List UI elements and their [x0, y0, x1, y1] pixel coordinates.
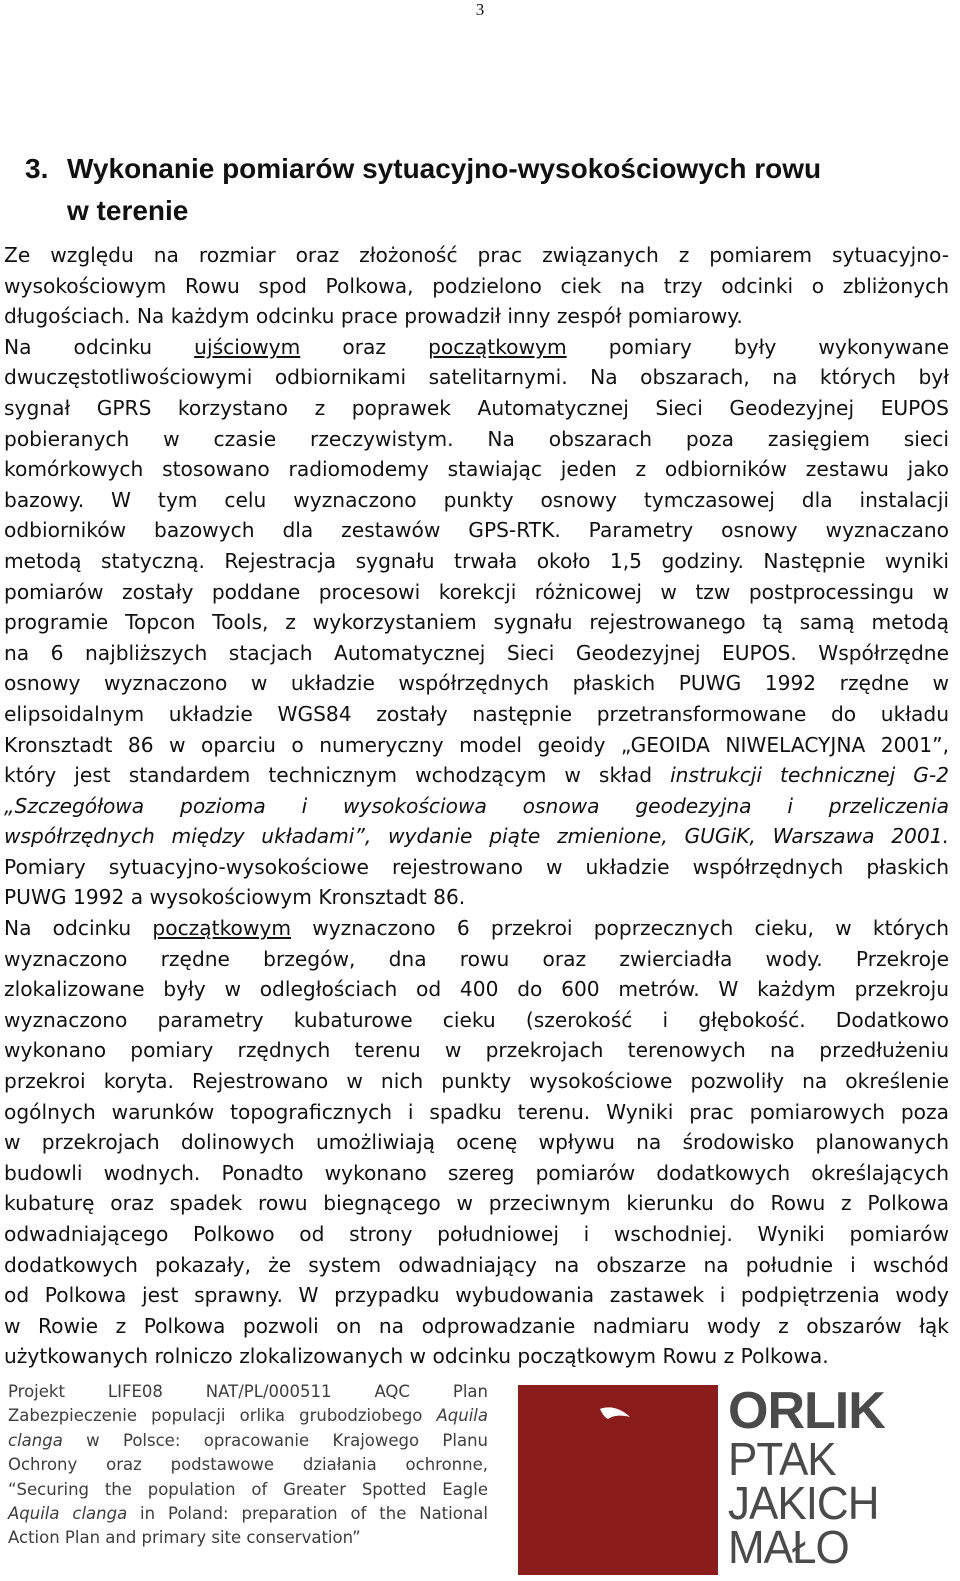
- page-number: 3: [475, 0, 485, 19]
- text-line: wyznaczono parametry kubaturowe cieku (szerokość i głębokość. Dodatkowo: [4, 1007, 949, 1032]
- section-heading: [25, 148, 945, 232]
- text-line: pobieranych w czasie rzeczywistym. Na obszarach poza zasięgiem sieci: [4, 426, 949, 451]
- footer-line: “Securing the population of Greater Spotted Eagle: [8, 1479, 488, 1499]
- body-text: [4, 240, 949, 1372]
- orlik-logo: [518, 1382, 950, 1575]
- underlined-term: ujściowym: [194, 334, 301, 359]
- text-line: komórkowych stosowano radiomodemy stawiając jeden z odbiorników zestawu jako: [4, 457, 949, 482]
- text-line: wyznaczono rzędne brzegów, dna rowu oraz zwierciadła wody. Przekroje: [4, 946, 949, 971]
- eagle-logo-icon: [518, 1385, 718, 1575]
- text-line: pomiarów zostały poddane procesowi korekcji różnicowej w tzw postprocessingu w: [4, 579, 949, 604]
- text-line: odbiorników bazowych dla zestawów GPS-RTK. Parametry osnowy wyznaczano: [4, 518, 949, 543]
- text-line: w Rowie z Polkowa pozwoli on na odprowadzanie nadmiaru wody z obszarów łąk: [4, 1313, 949, 1338]
- text-line: elipsoidalnym układzie WGS84 zostały następnie przetransformowane do układu: [4, 701, 949, 726]
- footer-project-info: [8, 1380, 488, 1551]
- underlined-term: początkowym: [428, 334, 567, 359]
- text-line: przekroi koryta. Rejestrowano w nich punkty wysokościowe pozwoliły na określenie: [4, 1069, 949, 1094]
- text-line: PUWG 1992 a wysokościowym Kronsztadt 86.: [4, 885, 466, 910]
- text-line: dwuczęstotliwościowymi odbiornikami satelitarnymi. Na obszarach, na których był: [4, 365, 949, 390]
- text-line: dodatkowych pokazały, że system odwadniający na obszarze na południe i wschód: [4, 1252, 949, 1277]
- logo-word: ORLIK: [728, 1382, 885, 1440]
- text-line: Na odcinku początkowym wyznaczono 6 przekroi poprzecznych cieku, w których: [4, 916, 949, 941]
- text-line: sygnał GPRS korzystano z poprawek Automatycznej Sieci Geodezyjnej EUPOS: [4, 395, 949, 420]
- text-line: który jest standardem technicznym wchodzącym w skład instrukcji technicznej G-2: [4, 763, 949, 788]
- text-line: wysokościowym Rowu spod Polkowa, podzielono ciek na trzy odcinki o zbliżonych: [4, 273, 949, 298]
- footer-line: clanga w Polsce: opracowanie Krajowego Planu: [8, 1430, 488, 1450]
- logo-wordmark: [728, 1382, 885, 1574]
- footer-line: Projekt LIFE08 NAT/PL/000511 AQC Plan: [8, 1382, 488, 1401]
- text-line: Kronsztadt 86 w oparciu o numeryczny model geoidy „GEOIDA NIWELACYJNA 2001”,: [4, 732, 949, 757]
- text-line: Pomiary sytuacyjno-wysokościowe rejestrowano w układzie współrzędnych płaskich: [4, 854, 949, 879]
- text-line: odwadniającego Polkowo od strony południowej i wschodniej. Wyniki pomiarów: [4, 1222, 949, 1246]
- text-line: budowli wodnych. Ponadto wykonano szereg pomiarów dodatkowych określających: [4, 1160, 949, 1185]
- text-line: Ze względu na rozmiar oraz złożoność prac związanych z pomiarem sytuacyjno-: [4, 243, 949, 267]
- text-line: bazowy. W tym celu wyznaczono punkty osnowy tymczasowej dla instalacji: [4, 487, 949, 512]
- logo-word: PTAK: [728, 1433, 836, 1486]
- underlined-term: początkowym: [152, 916, 292, 941]
- text-line: osnowy wyznaczono w układzie współrzędnych płaskich PUWG 1992 rzędne w: [4, 671, 949, 696]
- text-line: kubaturę oraz spadek rowu biegnącego w przeciwnym kierunku do Rowu z Polkowa: [4, 1191, 949, 1216]
- text-line: od Polkowa jest sprawny. W przypadku wybudowania zastawek i podpiętrzenia wody: [4, 1283, 949, 1308]
- footer-line: Aquila clanga in Poland: preparation of the National: [8, 1504, 488, 1524]
- text-line: współrzędnych między układami”, wydanie piąte zmienione, GUGiK, Warszawa 2001.: [4, 824, 949, 849]
- text-line: zlokalizowane były w odległościach od 400 do 600 metrów. W każdym przekroju: [4, 977, 949, 1002]
- section-number: 3.: [25, 153, 49, 184]
- text-line: użytkowanych rolniczo zlokalizowanych w odcinku początkowym Rowu z Polkowa.: [4, 1344, 829, 1369]
- footer-line: Zabezpieczenie populacji orlika grubodziobego Aquila: [8, 1406, 488, 1426]
- text-line: długościach. Na każdym odcinku prace prowadził inny zespół pomiarowy.: [4, 304, 743, 329]
- text-line: Na odcinku ujściowym oraz początkowym pomiary były wykonywane: [4, 334, 950, 359]
- text-line: wykonano pomiary rzędnych terenu w przekrojach terenowych na przedłużeniu: [4, 1038, 949, 1063]
- logo-word: MAŁO: [728, 1521, 849, 1574]
- text-line: na 6 najbliższych stacjach Automatycznej Sieci Geodezyjnej EUPOS. Współrzędne: [4, 640, 949, 665]
- text-line: metodą statyczną. Rejestracja sygnału trwała około 1,5 godziny. Następnie wyniki: [4, 548, 949, 573]
- text-line: „Szczegółowa pozioma i wysokościowa osnowa geodezyjna i przeliczenia: [4, 793, 949, 818]
- italic-reference: instrukcji technicznej G-2: [670, 763, 949, 788]
- text-line: w przekrojach dolinowych umożliwiają ocenę wpływu na środowisko planowanych: [4, 1130, 949, 1155]
- text-line: ogólnych warunków topograficznych i spadku terenu. Wyniki prac pomiarowych poza: [4, 1099, 949, 1124]
- footer-line: Ochrony oraz podstawowe działania ochronne,: [8, 1455, 488, 1475]
- logo-word: JAKICH: [728, 1477, 879, 1530]
- section-title-line1: Wykonanie pomiarów sytuacyjno-wysokościowych rowu: [67, 153, 822, 184]
- section-title-line2: w terenie: [67, 195, 189, 226]
- footer-line: Action Plan and primary site conservation”: [8, 1528, 361, 1548]
- text-line: programie Topcon Tools, z wykorzystaniem sygnału rejestrowanego tą samą metodą: [4, 610, 949, 635]
